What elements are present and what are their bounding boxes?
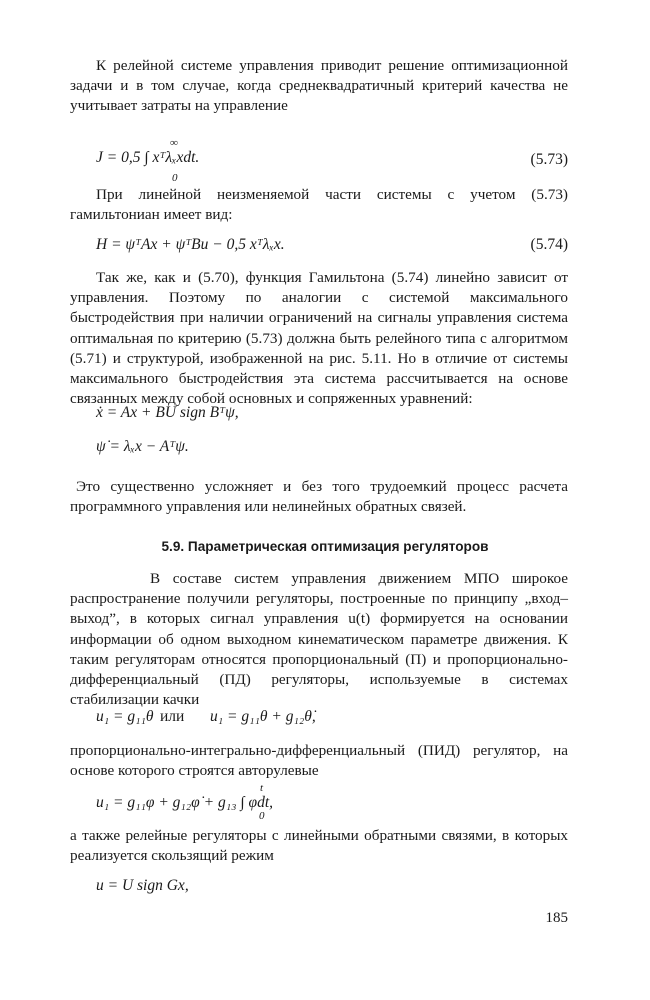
paragraph-regulators: В составе систем управления движением МПО широкое распространение получили регуляторы, построенные по принципу „вход–выход”, в которых сигнал управления u(t) формируется на основании информации об одном выходном кинематическом параметре движения. К таким регуляторам относятся пропорциональный (П) и пропорционально-дифференциальный (ПД) регуляторы, используемые в системах стабилизации качки — [70, 570, 568, 709]
paragraph-hamiltonian: При линейной неизменяемой части системы с учетом (5.73) гамильтониан имеет вид: — [70, 186, 568, 224]
page-number: 185 — [545, 910, 568, 926]
equation-5-74: H = ψᵀAx + ψᵀBu − 0,5 xᵀλₓx. — [96, 236, 285, 253]
paragraph-relay-intro: К релейной системе управления приводит решение оптимизационной задачи и в том случае, когда среднеквадратичный критерий качества не учитывает затраты на управление — [70, 57, 568, 115]
equation-pid-regulator: u₁ = g₁₁φ + g₁₂φ̇ + g₁₃ ∫ φdt, — [96, 794, 274, 811]
integral-upper-limit: ∞ — [170, 137, 178, 149]
system-equation-psi: ψ̇ = λₓx − Aᵀψ. — [96, 438, 189, 455]
equation-number-5-74: (5.74) — [530, 236, 568, 253]
equation-5-73: J = 0,5 ∫ xᵀλₓxdt. — [96, 149, 200, 166]
equation-relay: u = U sign Gx, — [96, 877, 189, 894]
section-heading: 5.9. Параметрическая оптимизация регуляторов — [161, 539, 489, 554]
paragraph-relay-type: Так же, как и (5.70), функция Гамильтона (5.74) линейно зависит от управления. Поэтому по аналогии с системой максимального быстродействия при наличии ограничений на сигналы управления система оптимальная по критерию (5.73) должна быть релейного типа с алгоритмом (5.71) и структурой, изображенной на рис. 5.11. Но в отличие от системы максимального быстродействия эта система рассчитывается на основе связанных между собой основных и сопряженных уравнений: — [70, 269, 568, 408]
paragraph-complexity: Это существенно усложняет и без того трудоемкий процесс расчета программного управления или нелинейных обратных связей. — [70, 478, 568, 516]
integral-lower-limit: 0 — [172, 172, 178, 184]
paragraph-pid: пропорционально-интегрально-дифференциальный (ПИД) регулятор, на основе которого строятся авторулевые — [70, 742, 568, 780]
equation-number-5-73: (5.73) — [530, 151, 568, 168]
pid-integral-upper-limit: t — [260, 782, 264, 794]
equation-pd-regulator: u₁ = g₁₁θ + g₁₂θ̇, — [210, 708, 316, 725]
equation-or-word: или — [160, 708, 185, 725]
pid-integral-lower-limit: 0 — [259, 810, 265, 822]
paragraph-sliding-mode: а также релейные регуляторы с линейными обратными связями, в которых реализуется скользящий режим — [70, 827, 568, 865]
equation-p-regulator: u₁ = g₁₁θ — [96, 708, 154, 725]
system-equation-x: ẋ = Ax + BU sign Bᵀψ, — [96, 404, 239, 421]
